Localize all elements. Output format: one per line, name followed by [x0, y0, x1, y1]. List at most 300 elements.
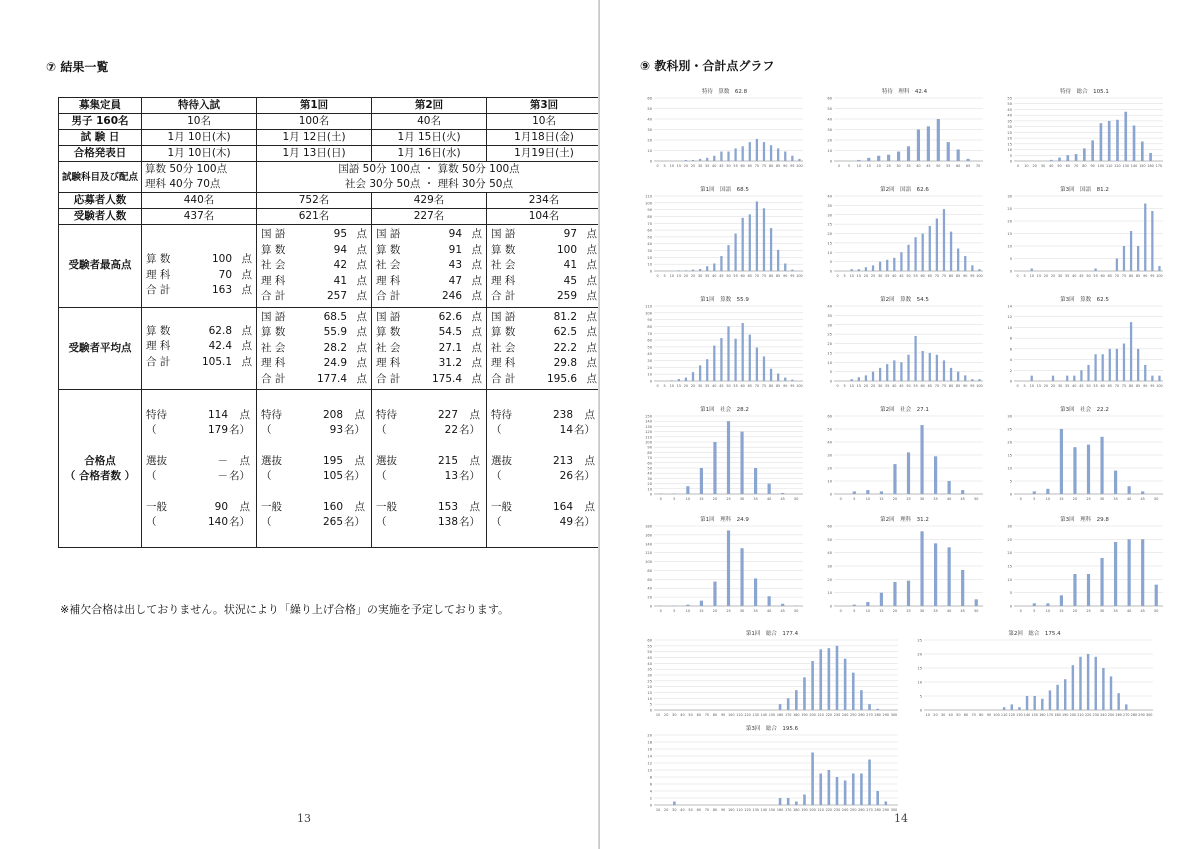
pass-line [261, 408, 367, 423]
score-unit: 点 [356, 243, 368, 256]
x-tick-label: 0 [839, 497, 842, 501]
y-tick-label: 25 [1007, 427, 1012, 432]
histogram-bar [858, 377, 860, 381]
x-tick-label: 55 [913, 384, 918, 388]
histogram-bar [865, 267, 867, 271]
pass-value: 164 [552, 500, 574, 513]
chart-title: 第2回 国語 62.6 [880, 187, 929, 193]
y-tick-label: 110 [645, 435, 652, 440]
histogram-bar [692, 372, 694, 381]
section-title-graphs: ⑨ 教科別・合計点グラフ [640, 59, 775, 73]
y-tick-label: 20 [647, 685, 652, 690]
x-tick-label: 50 [794, 609, 799, 613]
score-value: 27.1 [438, 341, 463, 354]
histogram-bar [967, 159, 970, 161]
histogram-bar [811, 661, 814, 710]
x-tick-label: 40 [892, 384, 897, 388]
y-tick-label: 0 [829, 604, 832, 609]
score-line [491, 325, 597, 341]
chart-svg [822, 403, 987, 506]
page-number: 13 [297, 812, 311, 825]
y-tick-label: 15 [827, 351, 832, 356]
histogram-chart [642, 722, 902, 817]
pass-unit: 点 [239, 408, 251, 421]
x-tick-label: 30 [672, 808, 677, 812]
histogram-bar [1144, 365, 1146, 381]
histogram-bar [914, 237, 916, 271]
score-lines [261, 227, 367, 305]
score-unit: 点 [586, 259, 598, 271]
histogram-bar [1116, 259, 1118, 272]
histogram-bar [961, 570, 964, 606]
pass-value: 13 [444, 469, 459, 482]
x-tick-label: 50 [936, 164, 941, 168]
y-tick-label: 10 [647, 696, 652, 701]
histogram-bar [803, 677, 806, 710]
score-value: 55.9 [323, 326, 348, 338]
x-tick-label: 70 [704, 713, 710, 717]
histogram-bar [784, 264, 786, 272]
histogram-bar [692, 270, 694, 271]
x-tick-label: 45 [780, 609, 785, 613]
pass-value: 14 [559, 423, 574, 436]
score-lines [146, 324, 252, 371]
y-tick-label: 160 [645, 533, 652, 538]
x-tick-label: 10 [1045, 497, 1051, 501]
x-tick-label: 20 [892, 609, 898, 613]
x-tick-label: 130 [1016, 713, 1023, 717]
x-tick-label: 5 [663, 274, 666, 278]
x-tick-label: 15 [866, 164, 871, 168]
score-subject: 合 計 [261, 290, 286, 302]
x-tick-label: 70 [1114, 384, 1120, 388]
histogram-bar [957, 149, 960, 161]
y-tick-label: 40 [647, 661, 652, 666]
subject-line: 算数 50分 100点 [145, 163, 228, 175]
pass-type: 選抜 [261, 454, 283, 467]
x-tick-label: 20 [863, 274, 869, 278]
histogram-bar [1064, 679, 1066, 710]
x-tick-label: 10 [1024, 164, 1029, 168]
score-value: 45 [563, 274, 578, 287]
histogram-bar [1128, 486, 1131, 494]
y-tick-label: 4 [649, 789, 652, 794]
x-tick-label: 75 [761, 164, 767, 168]
x-tick-label: 260 [858, 713, 865, 717]
score-unit: 点 [471, 372, 483, 385]
chart-title: 特待 理科 42.4 [881, 89, 928, 95]
x-tick-label: 30 [1057, 274, 1063, 278]
x-tick-label: 50 [906, 274, 911, 278]
y-tick-label: 40 [827, 117, 832, 122]
x-tick-label: 280 [874, 808, 881, 812]
histogram-bar [957, 249, 959, 272]
x-tick-label: 70 [1073, 164, 1079, 168]
score-line [261, 258, 367, 274]
x-tick-label: 70 [934, 384, 940, 388]
score-line [491, 372, 597, 388]
pass-type: 選抜 [376, 454, 398, 467]
histogram-bar [961, 490, 964, 494]
x-tick-label: 10 [849, 274, 854, 278]
histogram-bar [770, 228, 772, 271]
y-tick-label: 10 [647, 372, 652, 377]
table-header-row [59, 98, 602, 114]
score-value: 41 [333, 274, 348, 287]
x-tick-label: 0 [1019, 609, 1022, 613]
pass-unit: 点 [239, 454, 251, 467]
chart-svg [642, 627, 902, 722]
y-tick-label: 40 [827, 440, 832, 445]
x-tick-label: 20 [1072, 609, 1078, 613]
y-tick-label: 110 [645, 194, 652, 199]
x-tick-label: 260 [858, 808, 865, 812]
histogram-bar [907, 581, 910, 606]
pass-unit: 名） [574, 423, 596, 436]
x-tick-label: 60 [963, 713, 969, 717]
y-tick-label: 0 [829, 379, 832, 384]
histogram-bar [713, 582, 716, 606]
x-tick-label: 10 [856, 164, 861, 168]
score-unit: 点 [356, 259, 368, 271]
pass-unit: 点 [354, 408, 366, 421]
y-tick-label: 60 [827, 96, 832, 101]
table-cell: 440名 [142, 193, 257, 209]
histogram-chart [822, 513, 987, 618]
x-tick-label: 30 [697, 384, 703, 388]
x-tick-label: 200 [1069, 713, 1077, 717]
x-tick-label: 20 [683, 164, 689, 168]
pass-type: （ [146, 423, 157, 436]
y-tick-label: 50 [647, 466, 652, 471]
histogram-bar [934, 543, 937, 606]
pass-value: 213 [552, 454, 574, 467]
pass-unit: 名） [229, 469, 251, 482]
histogram-bar [828, 770, 831, 805]
x-tick-label: 170 [784, 808, 792, 812]
histogram-bar [858, 269, 860, 271]
score-line [376, 372, 482, 388]
chart-title: 特待 総合 105.1 [1060, 89, 1109, 95]
y-tick-label: 8 [649, 775, 652, 780]
y-tick-label: 10 [647, 149, 652, 153]
histogram-bar [857, 160, 860, 161]
y-tick-label: 6 [649, 782, 652, 787]
x-tick-label: 55 [733, 384, 738, 388]
histogram-bar [1087, 654, 1089, 710]
pass-value: 227 [437, 408, 459, 421]
histogram-bar [948, 481, 951, 494]
x-tick-label: 15 [676, 164, 681, 168]
x-tick-label: 240 [1100, 713, 1107, 717]
x-tick-label: 60 [956, 164, 961, 168]
x-tick-label: 95 [970, 384, 975, 388]
pass-unit: 点 [469, 454, 481, 467]
y-tick-label: 20 [647, 138, 652, 143]
y-tick-label: 30 [827, 564, 832, 569]
histogram-bar [866, 602, 869, 606]
x-tick-label: 90 [986, 713, 992, 717]
table-cell: 試 験 日 [59, 130, 142, 146]
pass-line [261, 500, 367, 515]
x-tick-label: 230 [833, 808, 841, 812]
y-tick-label: 25 [1007, 130, 1012, 135]
histogram-bar [1100, 558, 1103, 606]
x-tick-label: 0 [656, 164, 659, 168]
histogram-bar [879, 368, 881, 381]
x-tick-label: 30 [739, 609, 745, 613]
y-tick-label: 0 [649, 604, 652, 609]
histogram-bar [671, 380, 673, 381]
score-subject: 算 数 [261, 243, 286, 256]
histogram-bar [699, 365, 701, 381]
histogram-bar [934, 456, 937, 494]
histogram-bar [798, 159, 800, 161]
table-cell: 受験者最高点 [59, 225, 142, 308]
y-tick-label: 12 [1007, 315, 1012, 320]
x-tick-label: 80 [979, 713, 984, 717]
table-cell: 1月18日(金) [487, 130, 602, 146]
score-unit: 点 [586, 341, 598, 354]
histogram-bar [964, 375, 966, 381]
histogram-bar [907, 452, 910, 494]
y-tick-label: 0 [1009, 269, 1012, 274]
histogram-bar [699, 159, 701, 161]
x-tick-label: 50 [1154, 497, 1159, 501]
pass-line [146, 423, 252, 438]
histogram-chart [1002, 85, 1167, 173]
x-tick-label: 45 [960, 609, 965, 613]
x-tick-label: 280 [874, 713, 881, 717]
histogram-bar [1087, 365, 1089, 381]
histogram-bar [1151, 376, 1153, 381]
table-header-cell: 第3回 [487, 98, 602, 114]
x-tick-label: 30 [1040, 164, 1046, 168]
score-subject: 理 科 [146, 268, 171, 281]
x-tick-label: 110 [736, 808, 743, 812]
x-tick-label: 5 [853, 609, 856, 613]
pass-type: （ [376, 423, 387, 436]
histogram-bar [1033, 603, 1036, 606]
pass-unit: 点 [584, 500, 596, 513]
x-tick-label: 90 [783, 384, 788, 388]
x-tick-label: 80 [948, 384, 954, 388]
x-tick-label: 40 [680, 713, 685, 717]
x-tick-label: 50 [1086, 274, 1091, 278]
score-subject: 理 科 [261, 357, 286, 369]
x-tick-label: 130 [1122, 164, 1129, 168]
histogram-bar [727, 245, 729, 271]
y-tick-label: 25 [1007, 207, 1012, 211]
histogram-bar [893, 582, 896, 606]
score-subject: 算 数 [261, 326, 286, 338]
histogram-bar [692, 160, 694, 161]
histogram-bar [1094, 269, 1096, 272]
histogram-bar [727, 326, 729, 381]
x-tick-label: 25 [690, 384, 696, 388]
x-tick-label: 35 [1065, 274, 1070, 278]
y-tick-label: 0 [649, 708, 652, 713]
x-tick-label: 150 [1139, 164, 1146, 168]
pass-line [491, 454, 597, 469]
x-tick-label: 150 [768, 713, 776, 717]
x-tick-label: 20 [1043, 274, 1049, 278]
y-tick-label: 60 [647, 577, 652, 582]
table-cell: 受験者人数 [59, 209, 142, 225]
histogram-bar [685, 160, 687, 161]
y-tick-label: 10 [827, 479, 832, 484]
pass-unit: 名） [574, 469, 596, 482]
y-tick-label: 55 [1007, 96, 1012, 101]
histogram-bar [749, 142, 751, 161]
score-value: 28.2 [323, 341, 348, 354]
histogram-bar [819, 774, 822, 806]
x-tick-label: 95 [970, 274, 975, 278]
score-line [376, 289, 482, 305]
score-line [491, 289, 597, 305]
score-value: 177.4 [316, 372, 348, 385]
x-tick-label: 25 [726, 609, 731, 613]
table-cell: 104名 [487, 209, 602, 225]
x-tick-label: 210 [817, 808, 824, 812]
x-tick-label: 250 [850, 808, 857, 812]
pass-line [261, 469, 367, 484]
x-tick-label: 10 [1029, 274, 1034, 278]
histogram-bar [734, 148, 736, 161]
pass-line [376, 408, 482, 423]
histogram-bar [978, 379, 980, 381]
histogram-bar [943, 209, 945, 271]
y-tick-label: 0 [1009, 492, 1012, 497]
y-tick-label: 10 [827, 250, 832, 255]
y-tick-label: 140 [645, 542, 652, 547]
histogram-bar [971, 379, 973, 381]
histogram-bar [1116, 120, 1119, 161]
x-tick-label: 85 [1136, 384, 1141, 388]
table-cell: 試験科目及び配点 [59, 162, 142, 193]
x-tick-label: 160 [1147, 164, 1154, 168]
y-tick-label: 30 [647, 128, 652, 132]
y-tick-label: 45 [1007, 107, 1012, 112]
x-tick-label: 15 [1036, 384, 1041, 388]
x-tick-label: 60 [1100, 384, 1105, 388]
histogram-bar [1018, 707, 1020, 710]
chart-title: 第1回 理科 24.9 [700, 517, 749, 523]
score-line [376, 243, 482, 259]
score-unit: 点 [241, 268, 253, 281]
histogram-bar [1100, 437, 1103, 494]
histogram-bar [1052, 376, 1054, 381]
pass-line [376, 454, 482, 469]
pass-type: （ [491, 469, 502, 482]
table-cell: 1月 13日(日) [257, 146, 372, 162]
score-subject: 理 科 [491, 357, 516, 369]
x-tick-label: 50 [974, 609, 979, 613]
chart-title: 第2回 理科 31.2 [880, 517, 929, 523]
score-block [142, 225, 257, 308]
histogram-bar [777, 374, 779, 382]
y-tick-label: 20 [1007, 219, 1012, 224]
chart-svg [1002, 513, 1167, 618]
y-tick-label: 50 [647, 107, 652, 111]
chart-title: 第3回 国語 81.2 [1060, 187, 1109, 193]
x-tick-label: 20 [683, 274, 689, 278]
x-tick-label: 160 [776, 808, 784, 812]
histogram-bar [781, 604, 784, 606]
x-tick-label: 35 [1113, 609, 1118, 613]
table-row-avg [59, 307, 602, 390]
x-tick-label: 10 [865, 609, 871, 613]
score-unit: 点 [471, 326, 483, 338]
histogram-bar [828, 648, 831, 710]
score-unit: 点 [586, 243, 598, 256]
histogram-bar [756, 139, 758, 161]
histogram-bar [754, 468, 757, 494]
score-line [261, 325, 367, 341]
histogram-bar [706, 158, 708, 161]
x-tick-label: 110 [736, 713, 743, 717]
y-tick-label: 5 [919, 694, 922, 699]
x-tick-label: 150 [1031, 713, 1038, 717]
histogram-chart [642, 85, 807, 173]
x-tick-label: 45 [899, 274, 904, 278]
x-tick-label: 40 [946, 497, 952, 501]
x-tick-label: 0 [659, 497, 662, 501]
pass-type: （ [376, 469, 387, 482]
x-tick-label: 240 [841, 713, 849, 717]
chart-svg [642, 293, 807, 393]
table-row-max [59, 225, 602, 308]
x-tick-label: 25 [726, 497, 731, 501]
y-tick-label: 20 [827, 466, 832, 471]
x-tick-label: 70 [971, 713, 976, 717]
table-cell [142, 162, 257, 193]
score-subject: 国 語 [376, 228, 401, 240]
y-tick-label: 15 [1007, 232, 1012, 236]
y-tick-label: 0 [649, 269, 652, 274]
histogram-bar [1108, 121, 1111, 161]
x-tick-label: 85 [776, 274, 781, 278]
x-tick-label: 40 [916, 164, 921, 168]
y-tick-label: 30 [647, 359, 652, 364]
histogram-chart [642, 183, 807, 283]
x-tick-label: 140 [760, 713, 768, 717]
histogram-bar [1091, 140, 1094, 161]
pass-value: 140 [207, 515, 229, 528]
y-tick-label: 30 [1007, 524, 1012, 529]
y-tick-label: 6 [1009, 347, 1012, 352]
x-tick-label: 80 [768, 384, 774, 388]
x-tick-label: 50 [726, 164, 731, 168]
score-unit: 点 [586, 290, 598, 302]
pass-line [146, 454, 252, 469]
y-tick-label: 30 [1007, 414, 1012, 419]
y-tick-label: 20 [647, 595, 652, 600]
x-tick-label: 40 [712, 384, 717, 388]
x-tick-label: 15 [699, 497, 704, 501]
x-tick-label: 20 [1072, 497, 1078, 501]
y-tick-label: 50 [647, 235, 652, 240]
histogram-bar [784, 378, 786, 381]
x-tick-label: 80 [1082, 164, 1087, 168]
x-tick-label: 85 [956, 384, 961, 388]
x-tick-label: 120 [1008, 713, 1016, 717]
histogram-bar [1123, 246, 1125, 271]
section-title-results: ⑦ 結果一覧 [46, 60, 109, 74]
histogram-bar [922, 351, 924, 381]
histogram-bar [742, 218, 744, 271]
histogram-bar [1130, 322, 1132, 381]
